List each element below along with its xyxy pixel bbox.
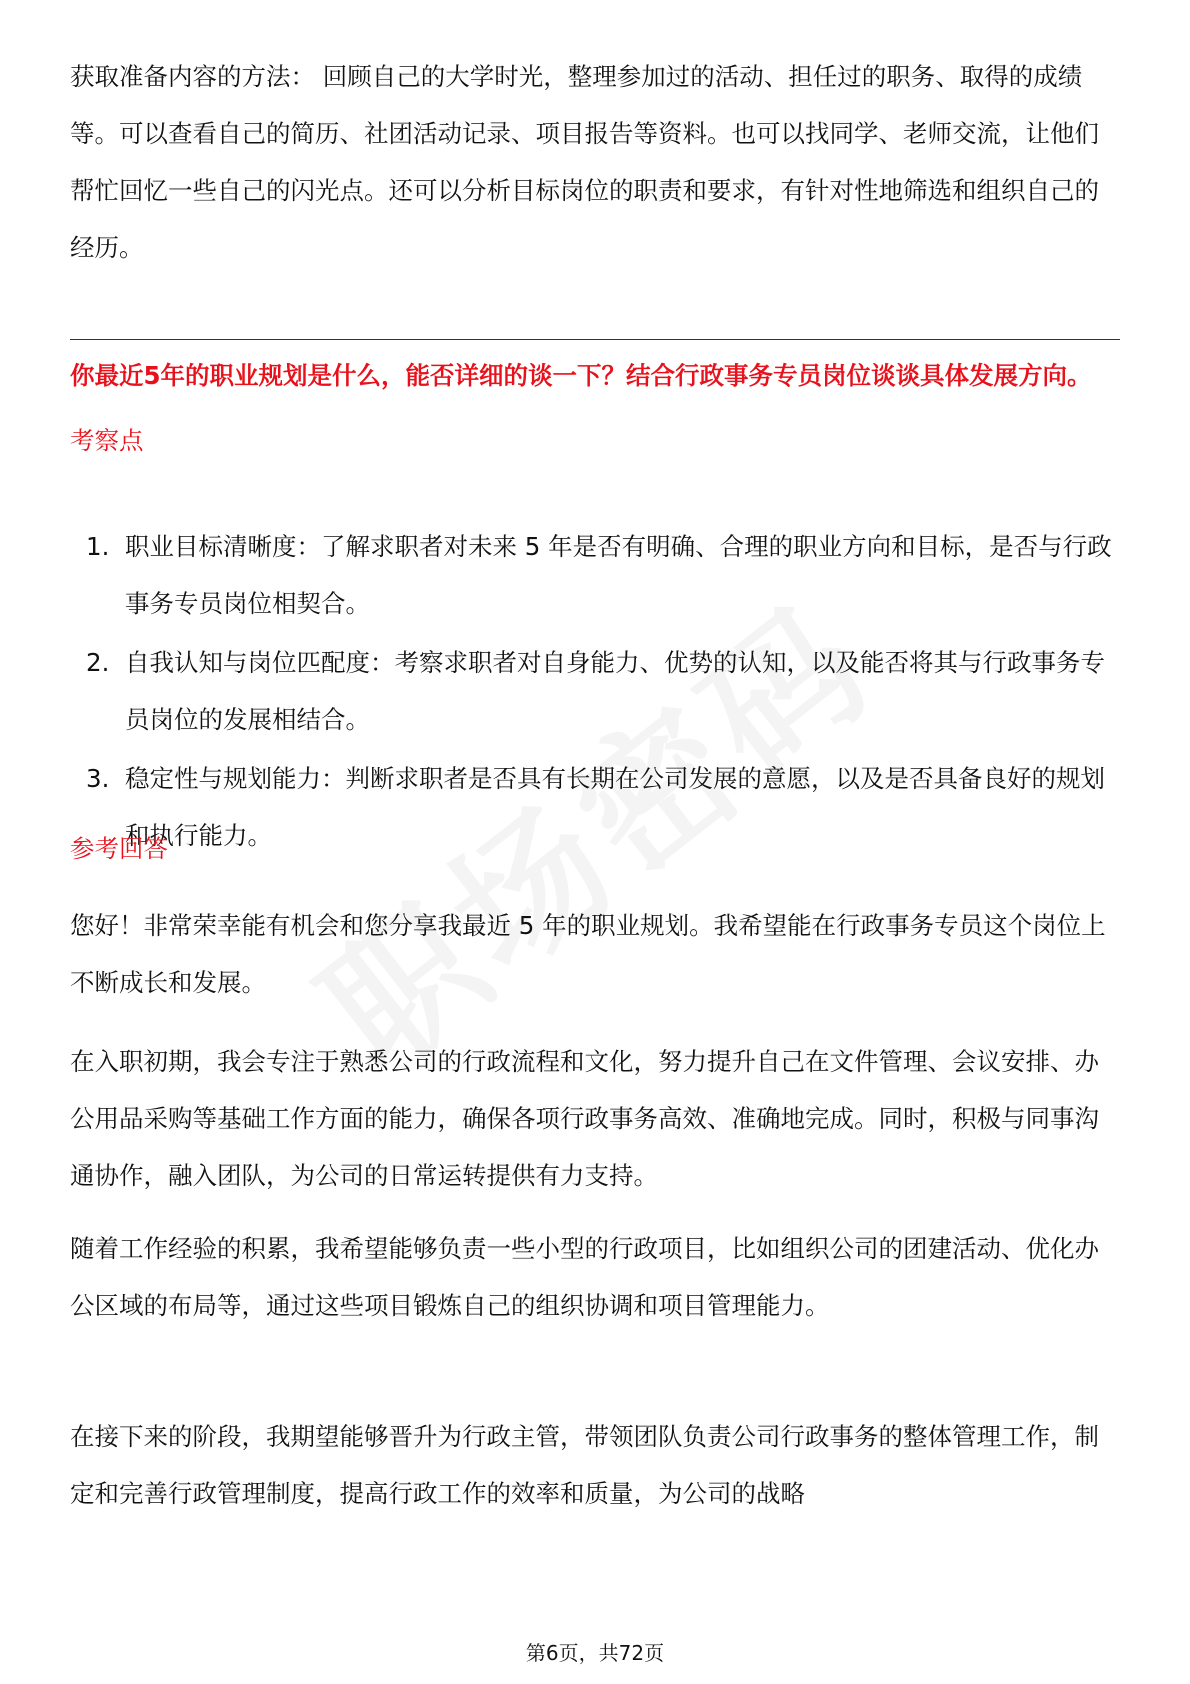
intro-paragraph: 获取准备内容的方法： 回顾自己的大学时光，整理参加过的活动、担任过的职务、取得的成绩等。可以查看自己的简历、社团活动记录、项目报告等资料。也可以找同学、老师交流，让他们帮忙回忆一些自己的闪光点。还可以分析目标岗位的职责和要求，有针对性地筛选和组织自己的经历。 [70, 62, 1099, 262]
answer-paragraph: 随着工作经验的积累，我希望能够负责一些小型的行政项目，比如组织公司的团建活动、优化办公区域的布局等，通过这些项目锻炼自己的组织协调和项目管理能力。 [70, 1234, 1099, 1320]
list-item [70, 518, 1120, 632]
list-number: 2. [86, 648, 110, 677]
section-divider [70, 339, 1120, 340]
list-item [70, 634, 1120, 748]
list-number: 1. [86, 532, 110, 561]
list-number: 3. [86, 764, 110, 793]
list-item [70, 750, 1120, 864]
answer-label: 参考回答 [70, 834, 168, 863]
assessment-list [70, 518, 1120, 866]
answer-paragraph: 您好！非常荣幸能有机会和您分享我最近 5 年的职业规划。我希望能在行政事务专员这个岗位上不断成长和发展。 [70, 911, 1106, 997]
answer-paragraph: 在接下来的阶段，我期望能够晋升为行政主管，带领团队负责公司行政事务的整体管理工作，制定和完善行政管理制度，提高行政工作的效率和质量，为公司的战略 [70, 1422, 1099, 1508]
assessment-label: 考察点 [70, 426, 144, 455]
page-footer: 第6页，共72页 [525, 1641, 665, 1665]
answer-paragraph: 在入职初期，我会专注于熟悉公司的行政流程和文化，努力提升自己在文件管理、会议安排、办公用品采购等基础工作方面的能力，确保各项行政事务高效、准确地完成。同时，积极与同事沟通协作，融入团队，为公司的日常运转提供有力支持。 [70, 1047, 1099, 1190]
list-item-text: 自我认知与岗位匹配度：考察求职者对自身能力、优势的认知，以及能否将其与行政事务专员岗位的发展相结合。 [125, 648, 1105, 734]
interview-question: 你最近5年的职业规划是什么，能否详细的谈一下？结合行政事务专员岗位谈谈具体发展方向。 [70, 361, 1092, 390]
list-item-text: 职业目标清晰度：了解求职者对未来 5 年是否有明确、合理的职业方向和目标，是否与行政事务专员岗位相契合。 [125, 532, 1112, 618]
list-item-text: 稳定性与规划能力：判断求职者是否具有长期在公司发展的意愿，以及是否具备良好的规划和执行能力。 [125, 764, 1105, 850]
